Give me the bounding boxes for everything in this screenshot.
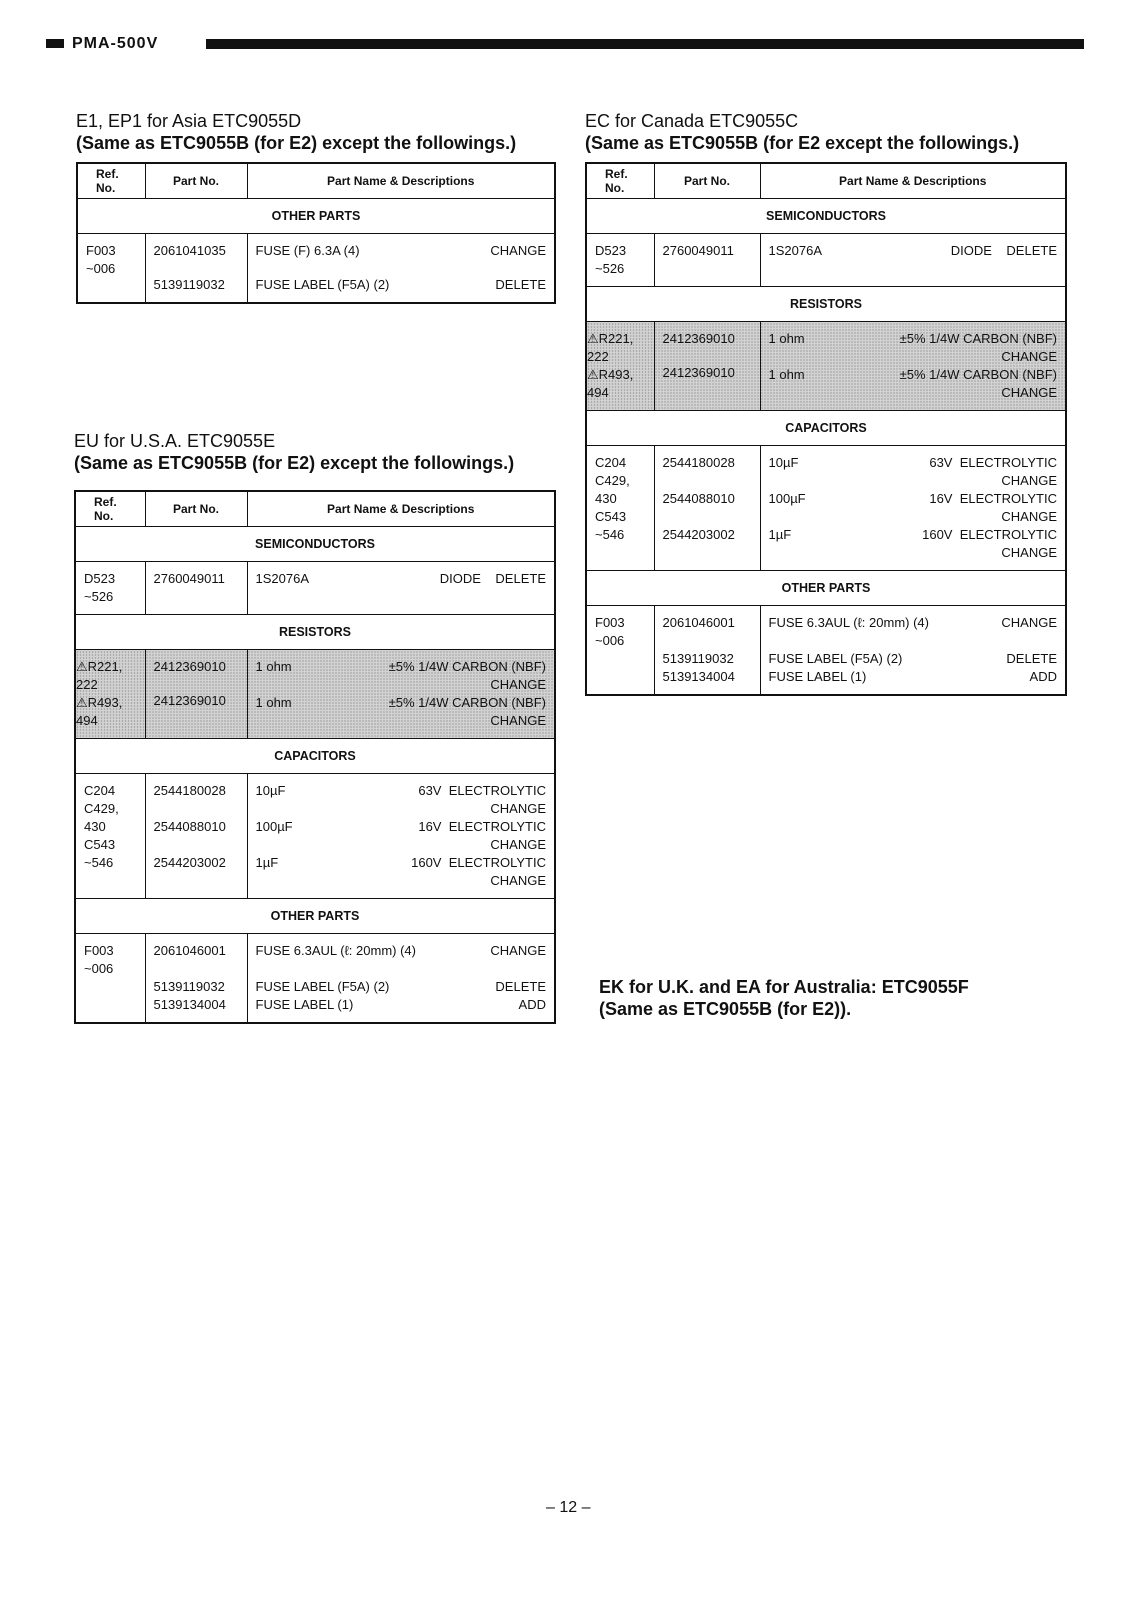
table-row [586,606,1066,696]
table-row [75,934,555,1024]
ref-no: F003 ~006 [586,606,654,696]
action: CHANGE [490,243,546,258]
part-name: 1 ohm [255,695,292,710]
part-no: 2760049011 [145,562,247,615]
part-no: 2412369010 [662,365,735,380]
action: DELETE [1006,243,1057,258]
part-no: 5139119032 [153,979,225,994]
ref-no: C543 ~546 [84,837,116,870]
action: CHANGE [1001,349,1057,364]
section-subtitle: (Same as ETC9055B (for E2 except the followings.) [585,133,1020,153]
cap-type: ELECTROLYTIC [959,455,1057,470]
table-row [75,774,555,899]
part-no: 2544203002 [153,855,226,870]
section-title: EK for U.K. and EA for Australia: ETC9055F [599,977,969,997]
ref-no: F003 ~006 [75,934,145,1024]
action: ADD [518,997,546,1012]
part-type: DIODE [950,243,992,258]
part-no: 2412369010 [153,693,226,708]
action: CHANGE [490,943,546,958]
section-usa [74,430,556,1024]
cap-voltage: 16V [418,819,442,834]
ref-no: C543 ~546 [595,509,627,542]
part-spec: ±5% 1/4W CARBON (NBF) [388,695,546,710]
action: CHANGE [1001,545,1057,560]
action: CHANGE [1001,509,1057,524]
action: DELETE [495,277,546,292]
part-name: FUSE 6.3AUL (ℓ: 20mm) (4) [255,943,416,958]
ref-no: C204 [595,455,627,470]
section-title: EC for Canada ETC9055C [585,111,799,131]
parts-table [76,162,556,304]
part-no: 5139119032 [153,277,225,292]
ref-no: ⚠R221, 222 [76,659,123,692]
ref-no: D523 ~526 [75,562,145,615]
part-no: 2412369010 [662,331,735,346]
ref-no: C204 [84,783,116,798]
section-title: E1, EP1 for Asia ETC9055D [76,111,302,131]
action: DELETE [1006,651,1057,666]
part-no: 2544180028 [662,455,735,470]
category-resistors: RESISTORS [75,615,555,650]
cap-voltage: 16V [929,491,953,506]
table-row [586,322,1066,411]
category-other: OTHER PARTS [586,571,1066,606]
category-semiconductors: SEMICONDUCTORS [586,199,1066,234]
part-name: FUSE LABEL (1) [255,997,354,1012]
cap-voltage: 63V [929,455,953,470]
parts-table [585,162,1067,696]
part-name: FUSE 6.3AUL (ℓ: 20mm) (4) [768,615,929,630]
part-no: 5139119032 [662,651,734,666]
ref-no: C429, 430 [595,473,630,506]
action: CHANGE [490,713,546,728]
section-subtitle: (Same as ETC9055B (for E2) except the followings.) [76,133,517,153]
category-capacitors: CAPACITORS [75,739,555,774]
part-no: 5139134004 [153,997,226,1012]
col-desc: Part Name & Descriptions [247,491,555,527]
section-uk-australia [599,976,969,1020]
part-spec: ±5% 1/4W CARBON (NBF) [899,367,1057,382]
section-title: EU for U.S.A. ETC9055E [74,431,276,451]
page-number: – 12 – [546,1499,591,1516]
section-canada [585,110,1067,696]
col-ref: Ref. No. [77,163,145,199]
part-name: 1S2076A [255,571,309,586]
category-semiconductors: SEMICONDUCTORS [75,527,555,562]
part-no: 2412369010 [153,659,226,674]
part-type: DIODE [439,571,481,586]
col-desc: Part Name & Descriptions [247,163,555,199]
action: CHANGE [1001,615,1057,630]
action: CHANGE [490,677,546,692]
part-no: 5139134004 [662,669,735,684]
action: ADD [1029,669,1057,684]
part-name: FUSE LABEL (F5A) (2) [768,651,903,666]
action: CHANGE [1001,473,1057,488]
col-part: Part No. [145,491,247,527]
part-no: 2061041035 [153,243,226,258]
parts-table [74,490,556,1024]
cap-value: 1µF [255,855,279,870]
table-row [75,650,555,739]
category-capacitors: CAPACITORS [586,411,1066,446]
cap-voltage: 63V [418,783,442,798]
table-row [75,562,555,615]
action: DELETE [495,979,546,994]
table-row [77,234,555,304]
part-name: FUSE LABEL (1) [768,669,867,684]
cap-value: 1µF [768,527,792,542]
col-ref: Ref. No. [586,163,654,199]
page-header [46,34,1084,54]
part-name: FUSE LABEL (F5A) (2) [255,979,390,994]
category-other: OTHER PARTS [77,199,555,234]
action: CHANGE [490,837,546,852]
header-square-icon [46,39,64,48]
model-name: PMA-500V [72,35,159,52]
section-asia [76,110,556,304]
cap-value: 100µF [255,819,293,834]
cap-type: ELECTROLYTIC [959,491,1057,506]
part-no: 2544088010 [153,819,226,834]
part-name: FUSE LABEL (F5A) (2) [255,277,390,292]
part-name: 1 ohm [768,331,805,346]
category-other: OTHER PARTS [75,899,555,934]
part-no: 2544180028 [153,783,226,798]
part-no: 2061046001 [662,615,735,630]
action: CHANGE [490,801,546,816]
part-no: 2760049011 [654,234,760,287]
part-name: FUSE (F) 6.3A (4) [255,243,360,258]
ref-no: ⚠R493, 494 [76,695,123,728]
header-rule [206,39,1084,49]
cap-type: ELECTROLYTIC [448,819,546,834]
ref-no: ⚠R221, 222 [587,331,634,364]
part-name: 1S2076A [768,243,822,258]
col-ref: Ref. No. [75,491,145,527]
part-no: 2544088010 [662,491,735,506]
cap-type: ELECTROLYTIC [448,783,546,798]
cap-value: 10µF [768,455,799,470]
action: CHANGE [490,873,546,888]
table-row [586,446,1066,571]
part-no: 2544203002 [662,527,735,542]
part-name: 1 ohm [255,659,292,674]
section-subtitle: (Same as ETC9055B (for E2)). [599,999,852,1019]
part-name: 1 ohm [768,367,805,382]
ref-no: C429, 430 [84,801,119,834]
cap-type: ELECTROLYTIC [448,855,546,870]
cap-type: ELECTROLYTIC [959,527,1057,542]
cap-voltage: 160V [411,855,442,870]
ref-no: ⚠R493, 494 [587,367,634,400]
ref-no: D523 ~526 [586,234,654,287]
category-resistors: RESISTORS [586,287,1066,322]
cap-voltage: 160V [922,527,953,542]
action: DELETE [495,571,546,586]
col-desc: Part Name & Descriptions [760,163,1066,199]
section-subtitle: (Same as ETC9055B (for E2) except the followings.) [74,453,515,473]
part-spec: ±5% 1/4W CARBON (NBF) [388,659,546,674]
cap-value: 100µF [768,491,806,506]
table-row [586,234,1066,287]
action: CHANGE [1001,385,1057,400]
col-part: Part No. [654,163,760,199]
part-spec: ±5% 1/4W CARBON (NBF) [899,331,1057,346]
col-part: Part No. [145,163,247,199]
ref-no: F003 ~006 [77,234,145,304]
part-no: 2061046001 [153,943,226,958]
cap-value: 10µF [255,783,286,798]
